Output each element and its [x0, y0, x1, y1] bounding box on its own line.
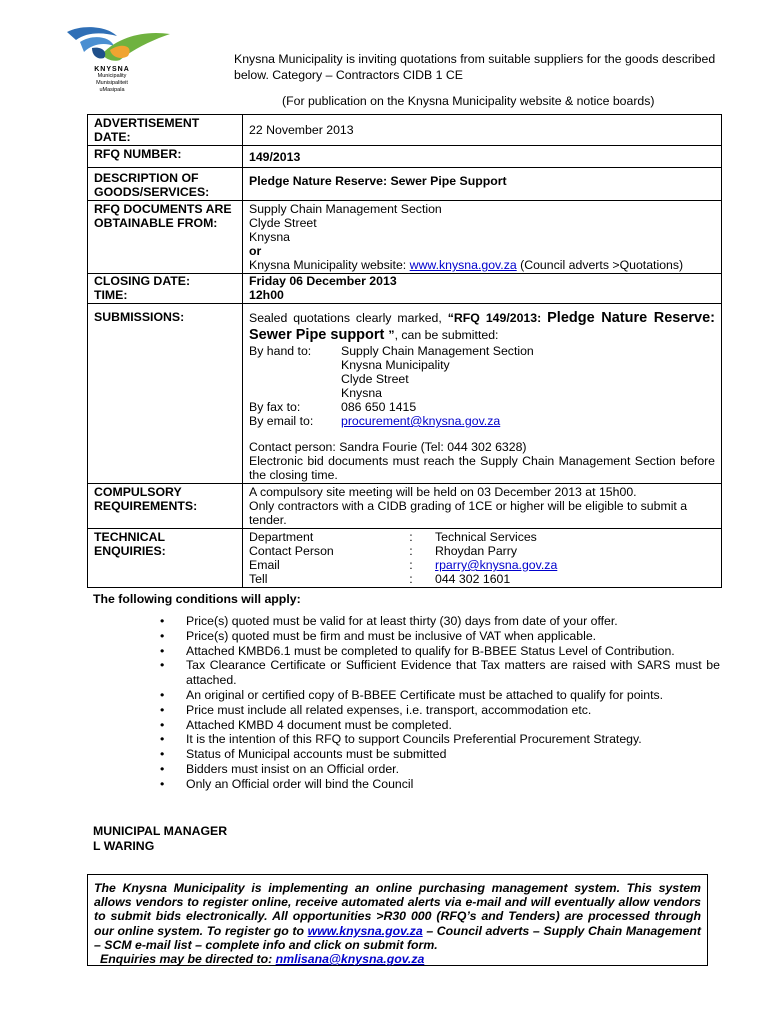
condition-item: • Attached KMBD 4 document must be completed.: [160, 718, 720, 733]
condition-item: • Tax Clearance Certificate or Sufficient Evidence that Tax matters are raised with SARS must be attached.: [160, 658, 720, 688]
notice-enquiries: [94, 952, 701, 966]
documents-value: [243, 201, 722, 274]
documents-website-prefix: Knysna Municipality website:: [249, 258, 410, 272]
description-value: Pledge Nature Reserve: Sewer Pipe Support: [243, 168, 722, 201]
logo-line2: Munisipaliteit: [96, 80, 128, 86]
documents-or: or: [249, 244, 262, 258]
submissions-intro-b: “RFQ 149/2013:: [447, 311, 548, 325]
online-system-notice: [87, 874, 708, 966]
documents-website: [249, 258, 715, 272]
conditions-title: The following conditions will apply:: [93, 592, 301, 606]
byhand-line1: Supply Chain Management Section: [341, 344, 534, 358]
advertisement-date-value: 22 November 2013: [243, 115, 722, 146]
byhand-line3: Clyde Street: [341, 372, 409, 386]
row-documents: [88, 201, 722, 274]
tech-contact-label: Contact Person: [249, 544, 334, 558]
logo-line1: Municipality: [97, 73, 127, 79]
condition-item: • Status of Municipal accounts must be submitted: [160, 747, 720, 762]
compulsory-label: COMPULSORY REQUIREMENTS:: [88, 484, 243, 529]
submissions-value: [243, 304, 722, 484]
row-description: [88, 168, 722, 201]
closing-time-value: 12h00: [249, 288, 284, 302]
row-closing: [88, 274, 722, 304]
municipal-manager-block: [93, 824, 227, 853]
tech-contact-value: Rhoydan Parry: [435, 544, 518, 558]
tech-email-link[interactable]: rparry@knysna.gov.za: [435, 558, 558, 572]
tech-department-sep: :: [409, 530, 413, 544]
byhand-label: By hand to:: [249, 344, 312, 358]
closing-value: [243, 274, 722, 304]
byfax-label: By fax to:: [249, 400, 301, 414]
notice-enquiries-email-link[interactable]: nmlisana@knysna.gov.za: [275, 952, 425, 967]
rfq-table: [87, 114, 722, 588]
rfq-number-value: 149/2013: [243, 146, 722, 168]
submissions-intro: [249, 310, 715, 344]
row-submissions: [88, 304, 722, 484]
rfq-number-label: RFQ NUMBER:: [88, 146, 243, 168]
submissions-label: SUBMISSIONS:: [88, 304, 243, 484]
byhand-line4: Knysna: [341, 386, 383, 400]
technical-grid: [249, 530, 715, 586]
documents-label: RFQ DOCUMENTS ARE OBTAINABLE FROM:: [88, 201, 243, 274]
documents-line2: Clyde Street: [249, 216, 317, 230]
row-rfq-number: [88, 146, 722, 168]
condition-item: • It is the intention of this RFQ to support Councils Preferential Procurement Strategy.: [160, 732, 720, 747]
condition-item: • Bidders must insist on an Official order.: [160, 762, 720, 777]
description-label: DESCRIPTION OF GOODS/SERVICES:: [88, 168, 243, 201]
condition-item: • Only an Official order will bind the Council: [160, 777, 720, 792]
byemail-label: By email to:: [249, 414, 314, 428]
contact-person: Contact person: Sandra Fourie (Tel: 044 302 6328): [249, 440, 527, 454]
notice-text1: The Knysna Municipality is implementing an online purchasing management system. This system allows vendors to register online, receive automated alerts via e-mail and will eventually allow vendors to submit bids electronically. All opportunities >R30 000 (RFQ’s and Tenders) are processed through our online system. To register go to: [94, 881, 701, 938]
closing-time-label: TIME:: [94, 288, 128, 302]
row-advertisement-date: [88, 115, 722, 146]
compulsory-line1: A compulsory site meeting will be held on 03 December 2013 at 15h00.: [249, 485, 637, 499]
condition-item: • Price must include all related expenses, i.e. transport, accommodation etc.: [160, 703, 720, 718]
compulsory-value: [243, 484, 722, 529]
submissions-intro-a: Sealed quotations clearly marked,: [249, 311, 448, 325]
technical-label: TECHNICAL ENQUIRIES:: [88, 529, 243, 588]
documents-line1: Supply Chain Management Section: [249, 202, 442, 216]
condition-item: • Attached KMBD6.1 must be completed to qualify for B-BBEE Status Level of Contribution.: [160, 644, 720, 659]
byhand-line2: Knysna Municipality: [341, 358, 450, 372]
tech-department-value: Technical Services: [435, 530, 537, 544]
tech-tell-sep: :: [409, 572, 413, 586]
row-compulsory: [88, 484, 722, 529]
compulsory-line2: Only contractors with a CIDB grading of 1CE or higher will be eligible to submit a tender.: [249, 499, 688, 527]
intro-text: Knysna Municipality is inviting quotations from suitable suppliers for the goods described below. Category – Contractors CIDB 1 CE: [234, 52, 716, 82]
tech-tell-label: Tell: [249, 572, 268, 586]
conditions-list: [160, 614, 720, 792]
logo-line3: uMasipala: [99, 87, 125, 93]
closing-label: [88, 274, 243, 304]
publication-note: (For publication on the Knysna Municipality website & notice boards): [282, 94, 655, 108]
manager-title: MUNICIPAL MANAGER: [93, 824, 228, 838]
technical-value: [243, 529, 722, 588]
condition-item: • Price(s) quoted must be firm and must be inclusive of VAT when applicable.: [160, 629, 720, 644]
documents-website-suffix: (Council adverts >Quotations): [516, 258, 684, 272]
submission-methods: [249, 344, 715, 428]
notice-enquiries-prefix: Enquiries may be directed to:: [100, 952, 276, 967]
documents-line3: Knysna: [249, 230, 291, 244]
procurement-email-link[interactable]: procurement@knysna.gov.za: [341, 414, 501, 428]
closing-date-label: CLOSING DATE:: [94, 274, 191, 288]
closing-date-value: Friday 06 December 2013: [249, 274, 397, 288]
submissions-intro-e: , can be submitted:: [394, 328, 499, 342]
tech-email-label: Email: [249, 558, 280, 572]
tech-tell-value: 044 302 1601: [435, 572, 511, 586]
logo-name: KNYSNA: [94, 66, 130, 73]
tech-department-label: Department: [249, 530, 314, 544]
knysna-logo: [62, 20, 182, 100]
notice-text2: – Council adverts – Supply Chain Management – SCM e-mail list – complete info and click on submit form.: [94, 923, 701, 952]
knysna-website-link[interactable]: www.knysna.gov.za: [409, 258, 517, 272]
condition-item: • Price(s) quoted must be valid for at least thirty (30) days from date of your offer.: [160, 614, 720, 629]
condition-item: • An original or certified copy of B-BBEE Certificate must be attached to qualify for points.: [160, 688, 720, 703]
tech-contact-sep: :: [409, 544, 413, 558]
submissions-intro-c: Pledge Nature Reserve: Sewer Pipe support: [249, 310, 715, 343]
row-technical: [88, 529, 722, 588]
notice-website-link[interactable]: www.knysna.gov.za: [307, 923, 423, 938]
electronic-bid-note: Electronic bid documents must reach the Supply Chain Management Section before the closing time.: [249, 454, 715, 482]
byhand-address: [341, 344, 715, 400]
tech-email-sep: :: [409, 558, 413, 572]
submissions-intro-d: ”: [388, 328, 395, 342]
manager-name: L WARING: [93, 838, 155, 853]
advertisement-date-label: ADVERTISEMENT DATE:: [88, 115, 243, 146]
byfax-value: 086 650 1415: [341, 400, 417, 414]
